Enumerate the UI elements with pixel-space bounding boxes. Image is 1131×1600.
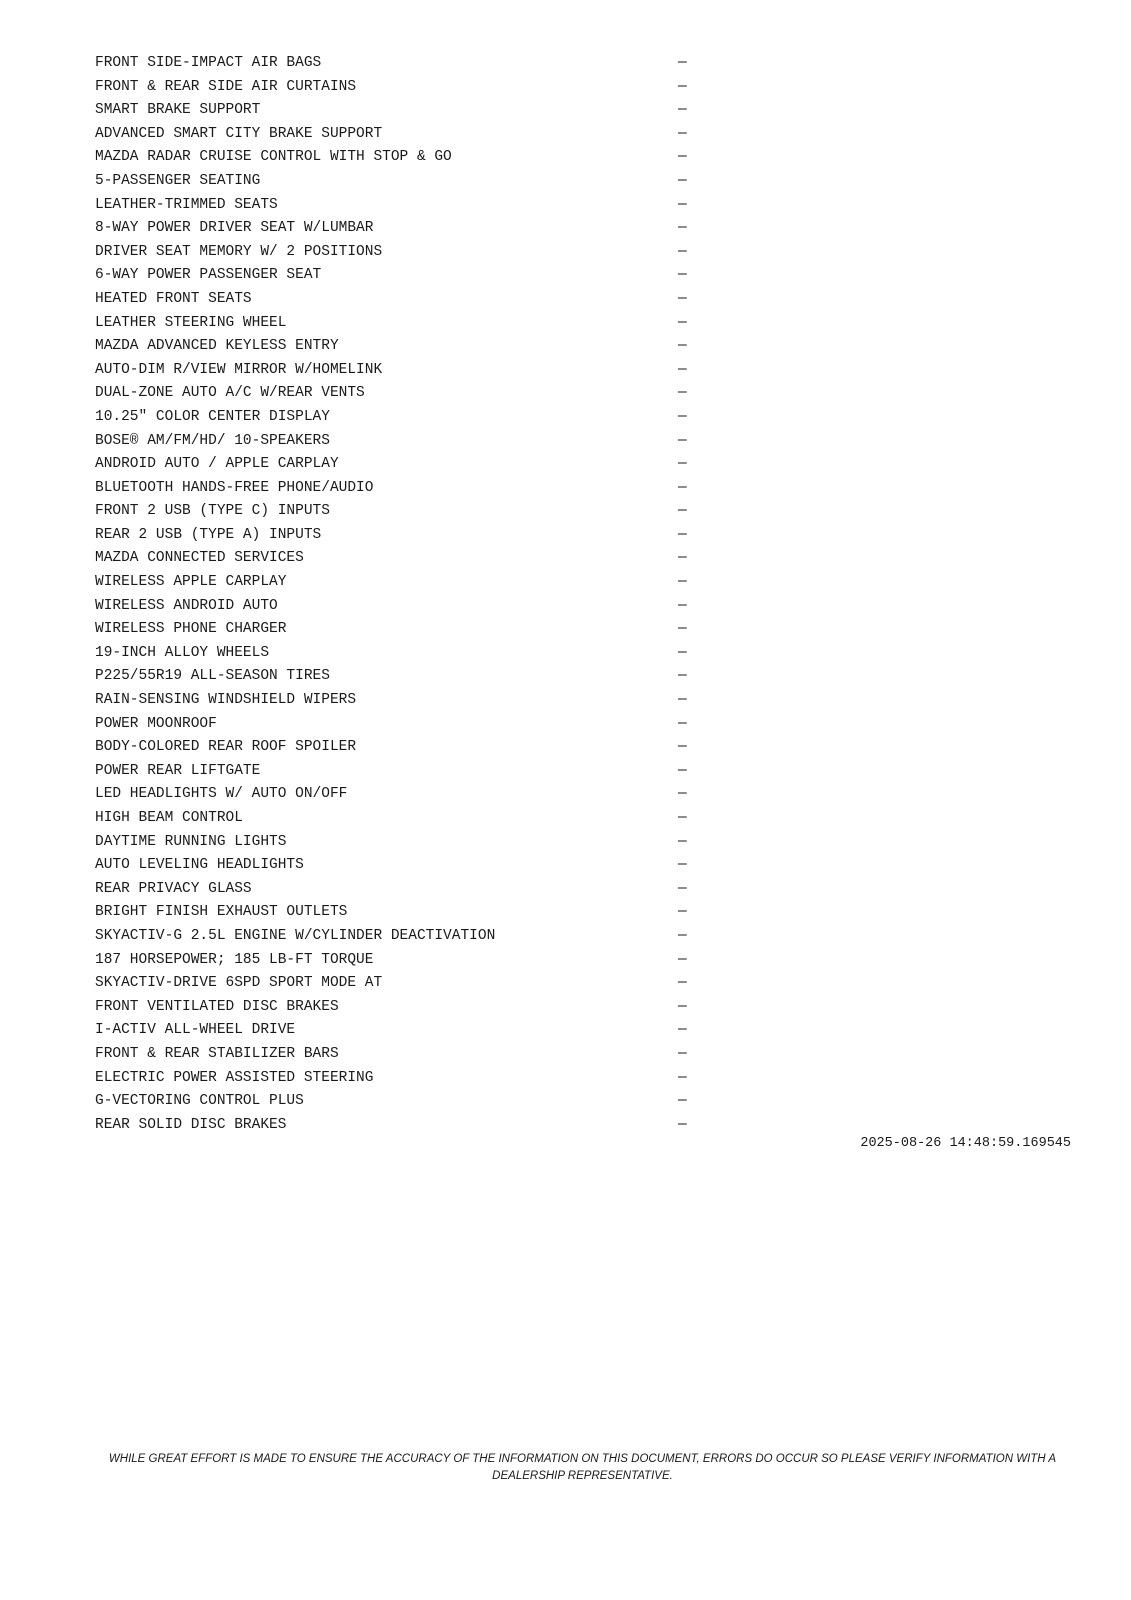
feature-value: —: [678, 1093, 687, 1110]
feature-row: [95, 807, 695, 831]
feature-value: —: [678, 526, 687, 543]
feature-name: 19-INCH ALLOY WHEELS: [95, 644, 270, 661]
feature-name: 187 HORSEPOWER; 185 LB-FT TORQUE: [95, 951, 374, 968]
feature-name: FRONT & REAR SIDE AIR CURTAINS: [95, 78, 357, 95]
feature-value: —: [678, 644, 687, 661]
feature-value: —: [678, 78, 687, 95]
feature-name: 5-PASSENGER SEATING: [95, 172, 261, 189]
feature-row: [95, 500, 695, 524]
feature-value: —: [678, 408, 687, 425]
feature-name: G-VECTORING CONTROL PLUS: [95, 1093, 304, 1110]
feature-value: —: [678, 432, 687, 449]
feature-list: [95, 52, 695, 1137]
feature-name: POWER REAR LIFTGATE: [95, 762, 261, 779]
feature-value: —: [678, 786, 687, 803]
generated-timestamp: 2025-08-26 14:48:59.169545: [860, 1136, 1071, 1151]
feature-value: —: [678, 715, 687, 732]
feature-value: —: [678, 927, 687, 944]
feature-row: [95, 335, 695, 359]
feature-row: [95, 689, 695, 713]
feature-value: —: [678, 574, 687, 591]
feature-name: SMART BRAKE SUPPORT: [95, 102, 261, 119]
feature-name: DUAL-ZONE AUTO A/C W/REAR VENTS: [95, 385, 365, 402]
feature-value: —: [678, 1022, 687, 1039]
feature-row: [95, 146, 695, 170]
feature-row: [95, 831, 695, 855]
feature-value: —: [678, 833, 687, 850]
feature-value: —: [678, 267, 687, 284]
feature-row: [95, 949, 695, 973]
feature-value: —: [678, 290, 687, 307]
feature-value: —: [678, 857, 687, 874]
feature-row: [95, 170, 695, 194]
feature-row: [95, 595, 695, 619]
feature-value: —: [678, 621, 687, 638]
feature-value: —: [678, 1045, 687, 1062]
feature-name: SKYACTIV-DRIVE 6SPD SPORT MODE AT: [95, 975, 383, 992]
feature-name: SKYACTIV-G 2.5L ENGINE W/CYLINDER DEACTIVATION: [95, 927, 496, 944]
feature-name: WIRELESS PHONE CHARGER: [95, 621, 287, 638]
feature-name: 8-WAY POWER DRIVER SEAT W/LUMBAR: [95, 220, 374, 237]
feature-name: FRONT & REAR STABILIZER BARS: [95, 1045, 339, 1062]
feature-value: —: [678, 762, 687, 779]
feature-name: REAR 2 USB (TYPE A) INPUTS: [95, 526, 322, 543]
feature-name: REAR SOLID DISC BRAKES: [95, 1116, 287, 1133]
feature-value: —: [678, 1116, 687, 1133]
feature-row: [95, 194, 695, 218]
feature-row: [95, 241, 695, 265]
feature-name: AUTO-DIM R/VIEW MIRROR W/HOMELINK: [95, 361, 383, 378]
feature-row: [95, 760, 695, 784]
feature-value: —: [678, 998, 687, 1015]
feature-row: [95, 854, 695, 878]
feature-row: [95, 217, 695, 241]
feature-value: —: [678, 668, 687, 685]
feature-value: —: [678, 243, 687, 260]
feature-name: RAIN-SENSING WINDSHIELD WIPERS: [95, 692, 357, 709]
feature-value: —: [678, 692, 687, 709]
feature-name: LED HEADLIGHTS W/ AUTO ON/OFF: [95, 786, 348, 803]
feature-row: [95, 1067, 695, 1091]
feature-value: —: [678, 102, 687, 119]
feature-value: —: [678, 503, 687, 520]
feature-name: HIGH BEAM CONTROL: [95, 810, 243, 826]
feature-value: —: [678, 172, 687, 189]
feature-row: [95, 996, 695, 1020]
feature-name: POWER MOONROOF: [95, 715, 217, 732]
feature-row: [95, 76, 695, 100]
feature-name: BLUETOOTH HANDS-FREE PHONE/AUDIO: [95, 479, 374, 496]
feature-row: [95, 1090, 695, 1114]
feature-name: 6-WAY POWER PASSENGER SEAT: [95, 267, 322, 284]
feature-name: ANDROID AUTO / APPLE CARPLAY: [95, 456, 339, 473]
feature-value: —: [678, 597, 687, 614]
feature-value: —: [678, 880, 687, 897]
feature-row: [95, 123, 695, 147]
feature-row: [95, 665, 695, 689]
feature-row: [95, 406, 695, 430]
feature-row: [95, 453, 695, 477]
feature-row: [95, 359, 695, 383]
feature-name: MAZDA CONNECTED SERVICES: [95, 550, 304, 567]
feature-name: DRIVER SEAT MEMORY W/ 2 POSITIONS: [95, 243, 383, 260]
feature-row: [95, 52, 695, 76]
feature-name: I-ACTIV ALL-WHEEL DRIVE: [95, 1022, 296, 1039]
feature-name: REAR PRIVACY GLASS: [95, 880, 252, 897]
feature-name: MAZDA ADVANCED KEYLESS ENTRY: [95, 338, 339, 355]
feature-row: [95, 524, 695, 548]
feature-name: 10.25" COLOR CENTER DISPLAY: [95, 408, 330, 425]
feature-name: FRONT VENTILATED DISC BRAKES: [95, 998, 339, 1015]
feature-name: LEATHER-TRIMMED SEATS: [95, 196, 278, 213]
feature-row: [95, 878, 695, 902]
feature-row: [95, 618, 695, 642]
feature-name: HEATED FRONT SEATS: [95, 290, 252, 307]
feature-name: LEATHER STEERING WHEEL: [95, 314, 287, 331]
feature-value: —: [678, 385, 687, 402]
feature-value: —: [678, 220, 687, 237]
feature-row: [95, 430, 695, 454]
feature-value: —: [678, 314, 687, 331]
feature-name: ELECTRIC POWER ASSISTED STEERING: [95, 1069, 374, 1086]
feature-row: [95, 288, 695, 312]
feature-value: —: [678, 479, 687, 496]
feature-row: [95, 1043, 695, 1067]
feature-row: [95, 736, 695, 760]
feature-row: [95, 972, 695, 996]
feature-value: —: [678, 125, 687, 142]
feature-value: —: [678, 338, 687, 355]
feature-row: [95, 783, 695, 807]
feature-row: [95, 571, 695, 595]
feature-row: [95, 264, 695, 288]
feature-name: WIRELESS APPLE CARPLAY: [95, 574, 287, 591]
feature-name: DAYTIME RUNNING LIGHTS: [95, 833, 287, 850]
feature-name: BRIGHT FINISH EXHAUST OUTLETS: [95, 904, 348, 921]
feature-value: —: [678, 550, 687, 567]
feature-value: —: [678, 456, 687, 473]
feature-name: MAZDA RADAR CRUISE CONTROL WITH STOP & GO: [95, 149, 452, 166]
feature-value: —: [678, 904, 687, 921]
feature-name: AUTO LEVELING HEADLIGHTS: [95, 857, 304, 874]
feature-row: [95, 1114, 695, 1138]
feature-value: —: [678, 739, 687, 756]
feature-value: —: [678, 361, 687, 378]
feature-row: [95, 713, 695, 737]
feature-row: [95, 925, 695, 949]
feature-name: BODY-COLORED REAR ROOF SPOILER: [95, 739, 357, 756]
feature-row: [95, 312, 695, 336]
feature-row: [95, 901, 695, 925]
feature-value: —: [678, 975, 687, 992]
feature-name: BOSE® AM/FM/HD/ 10-SPEAKERS: [95, 432, 330, 449]
feature-name: FRONT SIDE-IMPACT AIR BAGS: [95, 55, 322, 71]
feature-value: —: [678, 196, 687, 213]
feature-row: [95, 547, 695, 571]
feature-name: WIRELESS ANDROID AUTO: [95, 597, 278, 614]
feature-row: [95, 477, 695, 501]
feature-value: —: [678, 951, 687, 968]
feature-row: [95, 99, 695, 123]
feature-name: FRONT 2 USB (TYPE C) INPUTS: [95, 503, 330, 520]
disclaimer-text: WHILE GREAT EFFORT IS MADE TO ENSURE THE ACCURACY OF THE INFORMATION ON THIS DOCUMENT, ERRORS DO OCCUR SO PLEASE VERIFY INFORMATION WITH A DEALERSHIP REPRESENTATIVE.: [108, 1453, 1057, 1482]
feature-name: ADVANCED SMART CITY BRAKE SUPPORT: [95, 125, 383, 142]
feature-name: P225/55R19 ALL-SEASON TIRES: [95, 668, 330, 685]
feature-row: [95, 642, 695, 666]
feature-value: —: [678, 810, 687, 826]
feature-value: —: [678, 149, 687, 166]
feature-row: [95, 1019, 695, 1043]
feature-value: —: [678, 1069, 687, 1086]
feature-row: [95, 382, 695, 406]
feature-value: —: [678, 55, 687, 71]
